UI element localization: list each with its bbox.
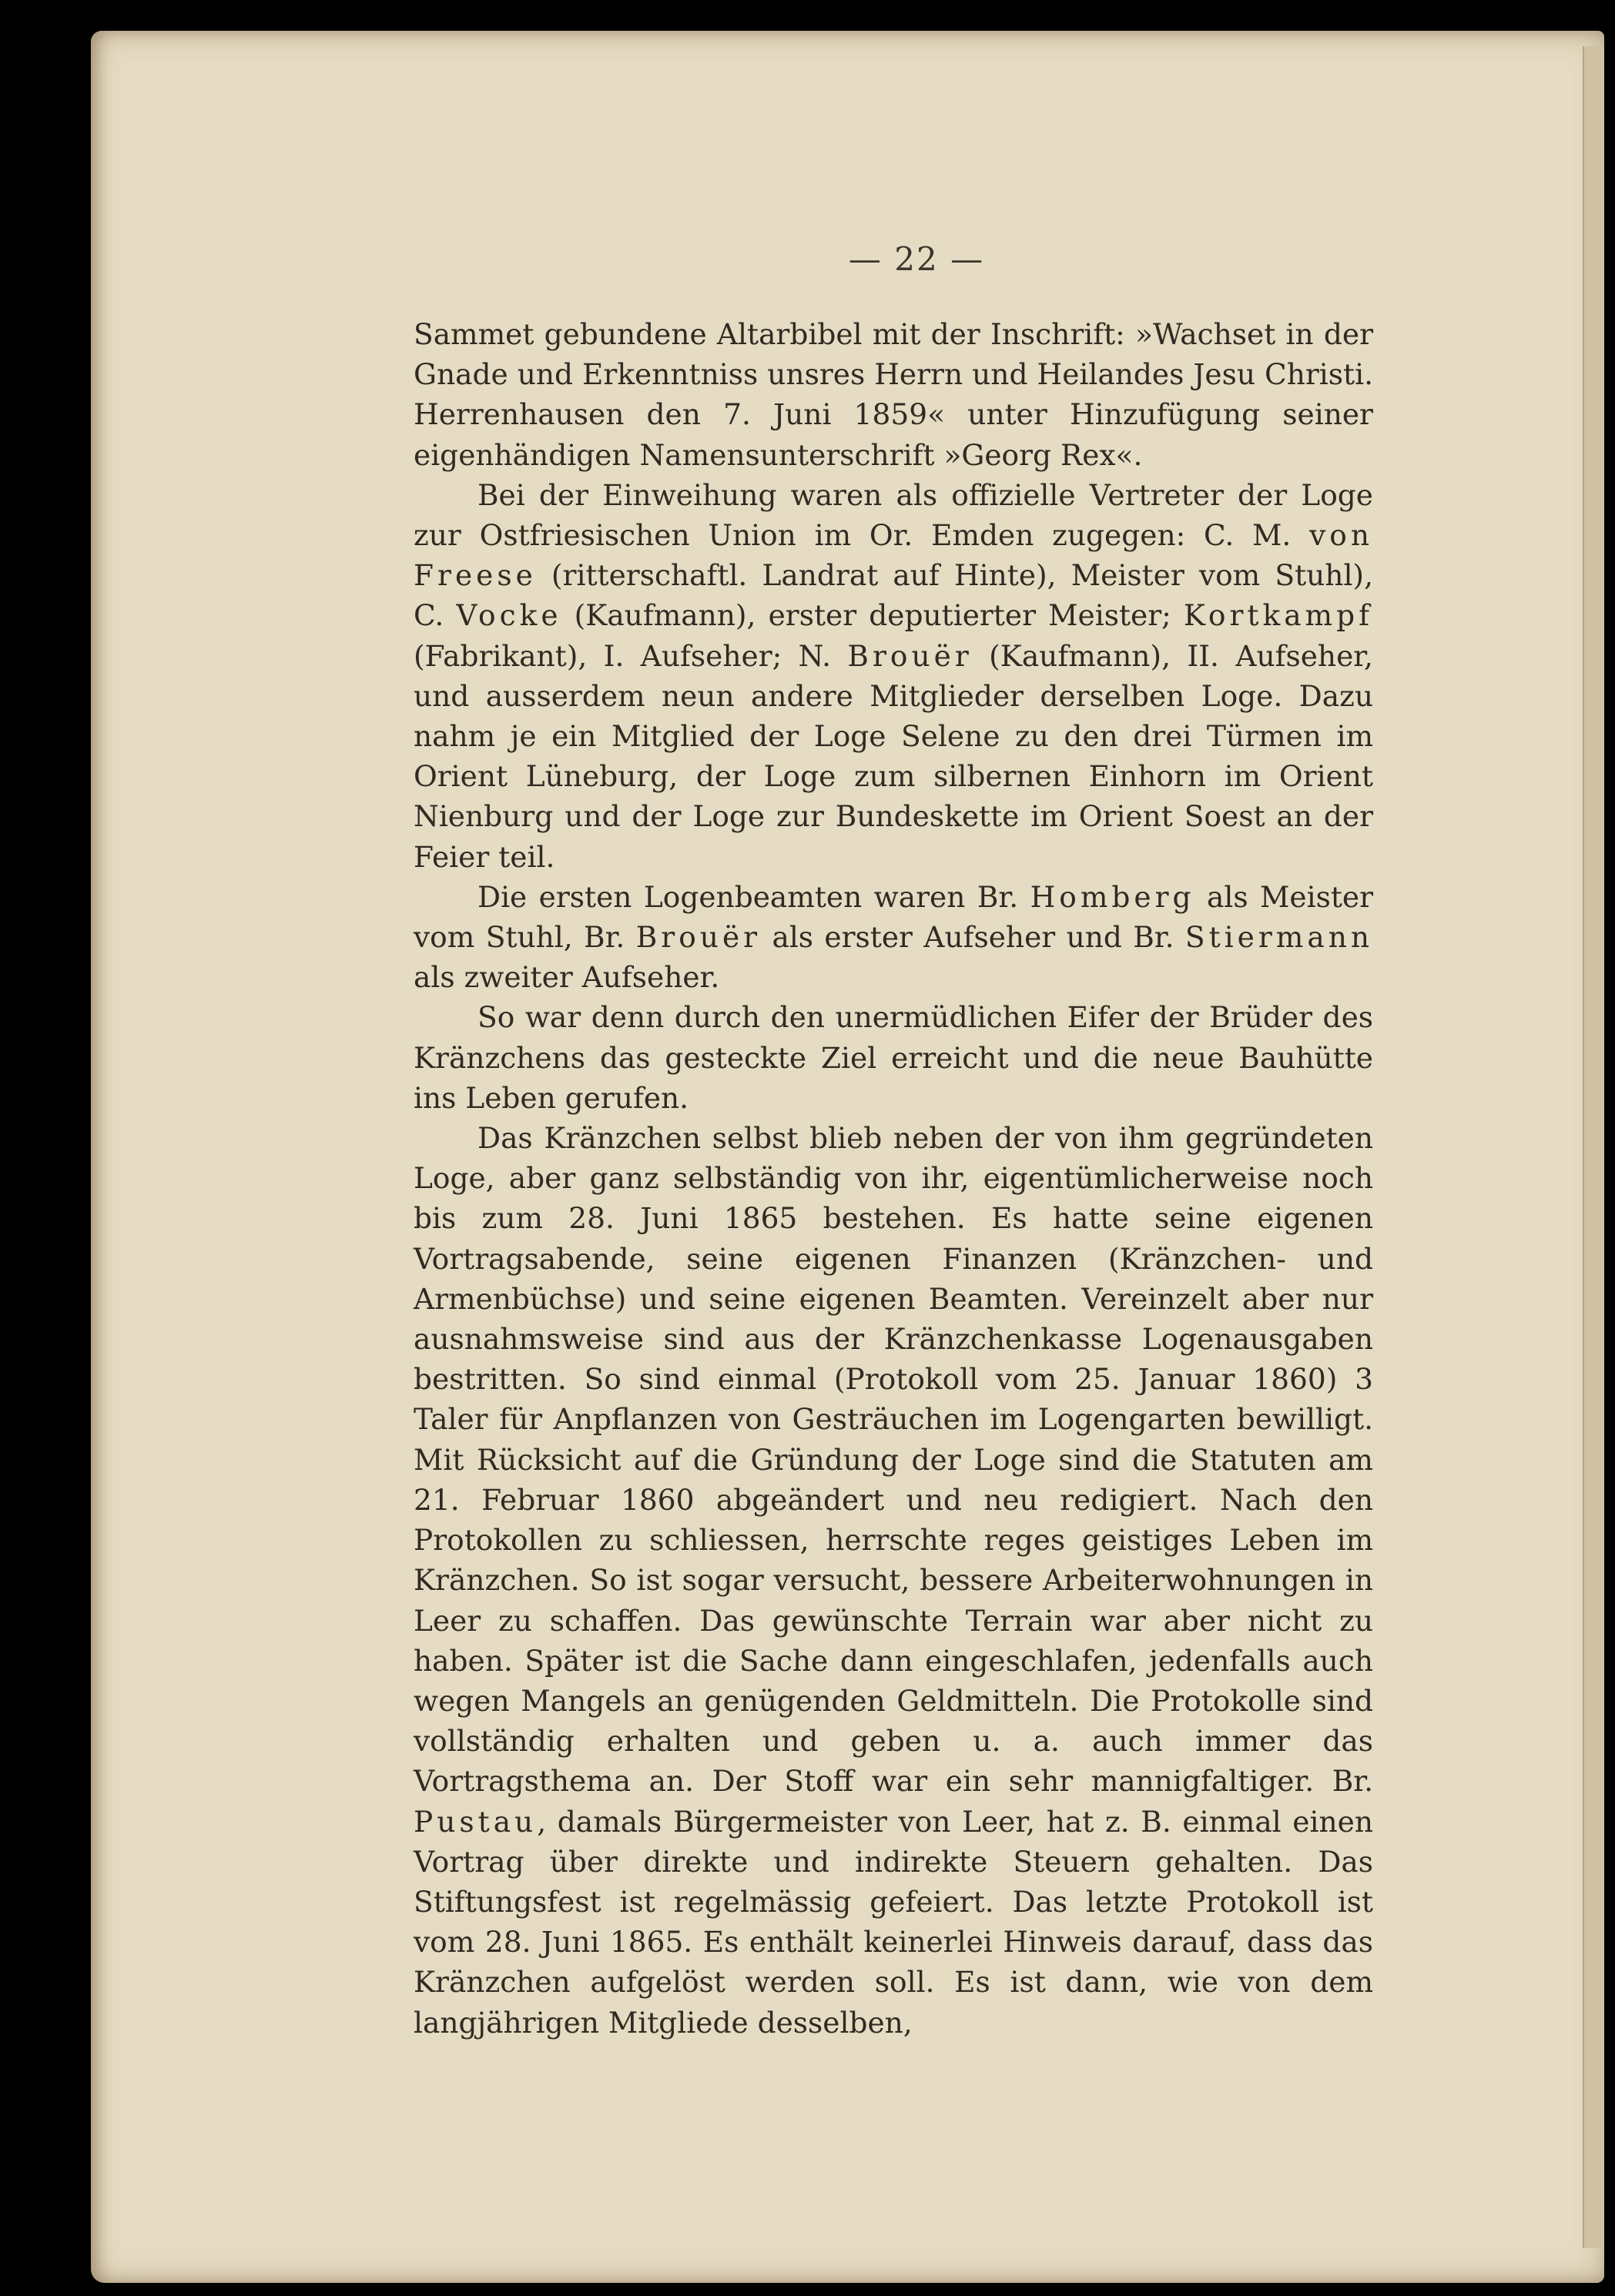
paragraph: So war denn durch den unermüdlichen Eifer der Brüder des Kränzchens das gesteckte Ziel erreicht und die neue Bauhütte ins Leben gerufen. bbox=[414, 1000, 1373, 1115]
paragraph: Sammet gebundene Altarbibel mit der Inschrift: »Wachset in der Gnade und Erkenntniss unsres Herrn und Heilandes Jesu Christi. Herrenhausen den 7. Juni 1859« unter Hinzufügung seiner eigenhändigen Namensunterschrift »Georg Rex«. bbox=[414, 317, 1373, 472]
paragraph: Bei der Einweihung waren als offizielle Vertreter der Loge zur Ostfriesischen Union im Or. Emden zugegen: C. M. von Freese (ritterschaftl. Landrat auf Hinte), Meister vom Stuhl), C. Vocke (Kaufmann), erster deputierter Meister; Kortkampf (Fabrikant), I. Aufseher; N. Brouër (Kaufmann), II. Aufseher, und ausserdem neun andere Mitglieder derselben Loge. Dazu nahm je ein Mitglied der Loge Selene zu den drei Türmen im Orient Lüneburg, der Loge zum silbernen Einhorn im Orient Nienburg und der Loge zur Bundeskette im Orient Soest an der Feier teil. bbox=[414, 477, 1373, 874]
spaced-name: Kortkampf bbox=[1183, 598, 1373, 633]
spaced-name: Homberg bbox=[1030, 879, 1195, 914]
spaced-name: Pustau bbox=[414, 1804, 538, 1839]
spaced-name: Brouër bbox=[847, 638, 973, 673]
paragraph: Die ersten Logenbeamten waren Br. Homberg als Meister vom Stuhl, Br. Brouër als erster Aufseher und Br. Stiermann als zweiter Aufseher. bbox=[414, 879, 1374, 995]
body-text bbox=[414, 314, 1373, 2043]
spaced-name: Stiermann bbox=[1184, 920, 1374, 955]
spaced-name: Brouër bbox=[635, 920, 762, 955]
page-number: — 22 — bbox=[848, 240, 985, 278]
paragraph: Das Kränzchen selbst blieb neben der von ihm gegründeten Loge, aber ganz selbständig von ihr, eigentümlicherweise noch bis zum 28. Juni 1865 bestehen. Es hatte seine eigenen Vortragsabende, seine eigenen Finanzen (Kränzchen- und Armenbüchse) und seine eigenen Beamten. Vereinzelt aber nur ausnahmsweise sind aus der Kränzchenkasse Logenausgaben bestritten. So sind einmal (Protokoll vom 25. Januar 1860) 3 Taler für Anpflanzen von Gesträuchen im Logengarten bewilligt. Mit Rücksicht auf die Gründung der Loge sind die Statuten am 21. Februar 1860 abgeändert und neu redigiert. Nach den Protokollen zu schliessen, herrschte reges geistiges Leben im Kränzchen. So ist sogar versucht, bessere Arbeiterwohnungen in Leer zu schaffen. Das gewünschte Terrain war aber nicht zu haben. Später ist die Sache dann eingeschlafen, jedenfalls auch wegen Mangels an genügenden Geldmitteln. Die Protokolle sind vollständig erhalten und geben u. a. auch immer das Vortragsthema an. Der Stoff war ein sehr mannigfaltiger. Br. Pustau, damals Bürgermeister von Leer, hat z. B. einmal einen Vortrag über direkte und indirekte Steuern gehalten. Das Stiftungsfest ist regelmässig gefeiert. Das letzte Protokoll ist vom 28. Juni 1865. Es enthält keinerlei Hinweis darauf, dass das Kränzchen aufgelöst werden soll. Es ist dann, wie von dem langjährigen Mitgliede desselben, bbox=[414, 1121, 1373, 2040]
spaced-name: von Freese bbox=[414, 518, 1373, 593]
spaced-name: Vocke bbox=[456, 598, 562, 633]
next-page-edge bbox=[1583, 46, 1604, 2248]
